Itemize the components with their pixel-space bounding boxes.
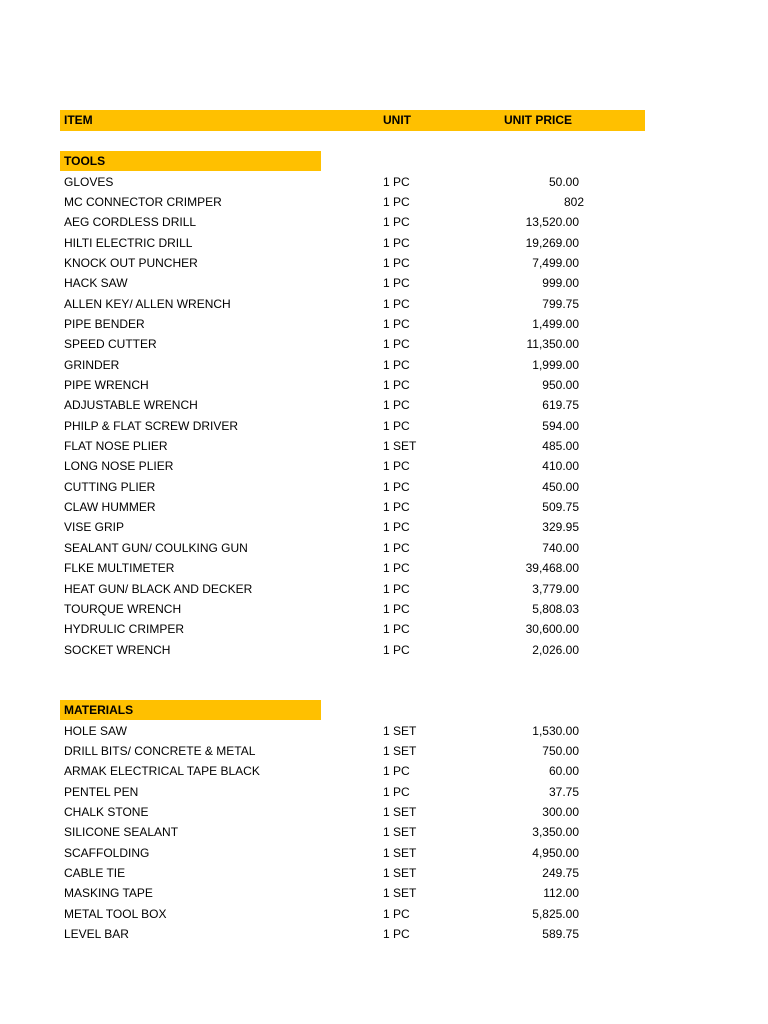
- item-unit-price: 3,779.00: [532, 581, 579, 596]
- item-unit-price: 950.00: [542, 378, 579, 392]
- table-row: [0, 416, 768, 436]
- table-row: [0, 558, 768, 578]
- item-unit-price: 589.75: [542, 927, 579, 941]
- table-row: [0, 721, 768, 741]
- item-name: AEG CORDLESS DRILL: [64, 215, 197, 230]
- item-unit-price: 50.00: [548, 174, 579, 189]
- table-header: [60, 110, 645, 131]
- table-row: [0, 517, 768, 537]
- item-name: LEVEL BAR: [64, 927, 129, 941]
- item-name: PHILP & FLAT SCREW DRIVER: [64, 418, 239, 433]
- item-unit-price: 485.00: [542, 439, 579, 454]
- item-unit: 1 PC: [383, 784, 410, 799]
- table-row: [0, 640, 768, 660]
- item-name: SOCKET WRENCH: [64, 642, 171, 657]
- item-unit: 1 SET: [383, 886, 417, 901]
- section-materials-title: MATERIALS: [64, 703, 134, 717]
- item-unit: 1 SET: [383, 743, 417, 758]
- item-name: HEAT GUN/ BLACK AND DECKER: [64, 581, 253, 596]
- item-name: PIPE WRENCH: [64, 378, 149, 392]
- item-name: GLOVES: [64, 174, 114, 189]
- item-name: CLAW HUMMER: [64, 500, 156, 515]
- item-unit-price: 30,600.00: [525, 622, 579, 637]
- section-materials-header: [60, 700, 321, 720]
- item-unit: 1 PC: [383, 642, 410, 657]
- item-unit-price: 1,999.00: [532, 357, 579, 372]
- table-row: [0, 599, 768, 619]
- item-unit: 1 PC: [383, 906, 410, 921]
- item-unit-price: 594.00: [542, 418, 579, 433]
- item-unit-price: 1,530.00: [532, 723, 579, 738]
- item-unit: 1 SET: [383, 825, 417, 840]
- item-name: CABLE TIE: [64, 865, 126, 880]
- item-name: HACK SAW: [64, 276, 128, 291]
- item-unit: 1 PC: [383, 378, 410, 392]
- table-row: [0, 192, 768, 212]
- table-row: [0, 314, 768, 334]
- table-row: [0, 619, 768, 639]
- section-tools-title: TOOLS: [64, 154, 106, 168]
- item-name: MASKING TAPE: [64, 886, 153, 901]
- header-unit-price: UNIT PRICE: [504, 113, 573, 127]
- table-row: [0, 904, 768, 924]
- item-unit: 1 PC: [383, 581, 410, 596]
- item-unit: 1 SET: [383, 723, 417, 738]
- item-unit: 1 PC: [383, 296, 410, 311]
- header-item: ITEM: [64, 113, 93, 127]
- table-row: [0, 456, 768, 476]
- table-row: [0, 883, 768, 903]
- item-unit-price: 802: [563, 194, 584, 209]
- item-name: KNOCK OUT PUNCHER: [64, 255, 198, 270]
- table-row: [0, 172, 768, 192]
- item-name: VISE GRIP: [64, 520, 125, 535]
- item-unit: 1 PC: [383, 316, 410, 331]
- table-row: [0, 233, 768, 253]
- item-unit: 1 PC: [383, 194, 410, 209]
- item-unit: 1 PC: [383, 215, 410, 230]
- item-unit-price: 39,468.00: [525, 561, 579, 576]
- item-name: TOURQUE WRENCH: [64, 601, 182, 616]
- section-tools-header: [60, 151, 321, 171]
- item-unit-price: 19,269.00: [525, 235, 579, 250]
- item-unit: 1 PC: [383, 479, 410, 494]
- item-name: METAL TOOL BOX: [64, 906, 167, 921]
- table-row: [0, 273, 768, 293]
- table-row: [0, 822, 768, 842]
- item-unit-price: 5,808.03: [532, 601, 579, 616]
- item-unit-price: 4,950.00: [532, 845, 579, 860]
- item-unit-price: 13,520.00: [525, 215, 579, 230]
- table-row: [0, 782, 768, 802]
- item-unit-price: 450.00: [542, 479, 579, 494]
- item-unit: 1 PC: [383, 255, 410, 270]
- item-unit: 1 PC: [383, 764, 410, 779]
- table-row: [0, 436, 768, 456]
- item-name: ALLEN KEY/ ALLEN WRENCH: [64, 296, 231, 311]
- item-name: ARMAK ELECTRICAL TAPE BLACK: [64, 764, 260, 779]
- item-unit-price: 11,350.00: [526, 337, 579, 352]
- item-name: CUTTING PLIER: [64, 479, 156, 494]
- item-unit-price: 60.00: [548, 764, 579, 779]
- item-unit-price: 2,026.00: [532, 642, 579, 657]
- item-unit: 1 PC: [383, 500, 410, 515]
- item-unit-price: 329.95: [542, 520, 579, 535]
- item-unit: 1 PC: [383, 540, 410, 555]
- item-unit-price: 410.00: [542, 459, 579, 474]
- item-unit: 1 SET: [383, 439, 417, 454]
- table-row: [0, 355, 768, 375]
- item-name: HYDRULIC CRIMPER: [64, 622, 185, 637]
- item-unit-price: 3,350.00: [532, 825, 579, 840]
- item-name: SILICONE SEALANT: [64, 825, 179, 840]
- item-name: GRINDER: [64, 357, 120, 372]
- table-row: [0, 579, 768, 599]
- item-name: LONG NOSE PLIER: [64, 459, 174, 474]
- table-row: [0, 395, 768, 415]
- item-name: DRILL BITS/ CONCRETE & METAL: [64, 743, 256, 758]
- table-row: [0, 497, 768, 517]
- table-row: [0, 741, 768, 761]
- item-name: PENTEL PEN: [64, 784, 139, 799]
- item-unit: 1 PC: [383, 622, 410, 637]
- item-unit: 1 PC: [383, 276, 410, 291]
- item-unit: 1 SET: [383, 845, 417, 860]
- item-unit: 1 SET: [383, 804, 417, 819]
- table-row: [0, 802, 768, 822]
- item-name: ADJUSTABLE WRENCH: [64, 398, 198, 413]
- table-row: [0, 924, 768, 944]
- item-unit: 1 PC: [383, 418, 410, 433]
- item-unit-price: 799.75: [542, 296, 579, 311]
- item-name: HILTI ELECTRIC DRILL: [64, 235, 193, 250]
- table-row: [0, 863, 768, 883]
- item-unit: 1 PC: [383, 520, 410, 535]
- table-row: [0, 294, 768, 314]
- item-unit-price: 619.75: [542, 398, 579, 413]
- item-unit-price: 1,499.00: [532, 316, 579, 331]
- item-unit-price: 112.00: [543, 886, 579, 901]
- item-unit: 1 SET: [383, 865, 417, 880]
- item-unit: 1 PC: [383, 601, 410, 616]
- table-row: [0, 212, 768, 232]
- item-unit-price: 999.00: [542, 276, 579, 291]
- item-unit: 1 PC: [383, 235, 410, 250]
- table-row: [0, 538, 768, 558]
- table-row: [0, 843, 768, 863]
- item-unit: 1 PC: [383, 357, 410, 372]
- table-row: [0, 477, 768, 497]
- item-name: SPEED CUTTER: [64, 337, 157, 352]
- item-unit-price: 7,499.00: [532, 255, 579, 270]
- item-name: FLKE MULTIMETER: [64, 561, 175, 576]
- item-name: SCAFFOLDING: [64, 845, 150, 860]
- item-unit: 1 PC: [383, 174, 410, 189]
- item-unit: 1 PC: [383, 337, 410, 352]
- item-unit-price: 750.00: [542, 743, 579, 758]
- item-unit: 1 PC: [383, 927, 410, 941]
- item-unit-price: 300.00: [542, 804, 579, 819]
- item-unit: 1 PC: [383, 398, 410, 413]
- item-name: SEALANT GUN/ COULKING GUN: [64, 540, 248, 555]
- item-unit-price: 37.75: [548, 784, 579, 799]
- table-row: [0, 253, 768, 273]
- table-row: [0, 761, 768, 781]
- item-unit: 1 PC: [383, 459, 410, 474]
- item-name: FLAT NOSE PLIER: [64, 439, 168, 454]
- table-row: [0, 375, 768, 395]
- item-name: PIPE BENDER: [64, 316, 145, 331]
- item-unit: 1 PC: [383, 561, 410, 576]
- table-row: [0, 334, 768, 354]
- item-unit-price: 740.00: [542, 540, 579, 555]
- item-name: CHALK STONE: [64, 804, 149, 819]
- item-name: MC CONNECTOR CRIMPER: [64, 194, 222, 209]
- item-unit-price: 5,825.00: [532, 906, 579, 921]
- item-unit-price: 509.75: [542, 500, 579, 515]
- item-name: HOLE SAW: [64, 723, 127, 738]
- header-unit: UNIT: [383, 113, 411, 127]
- item-unit-price: 249.75: [542, 865, 579, 880]
